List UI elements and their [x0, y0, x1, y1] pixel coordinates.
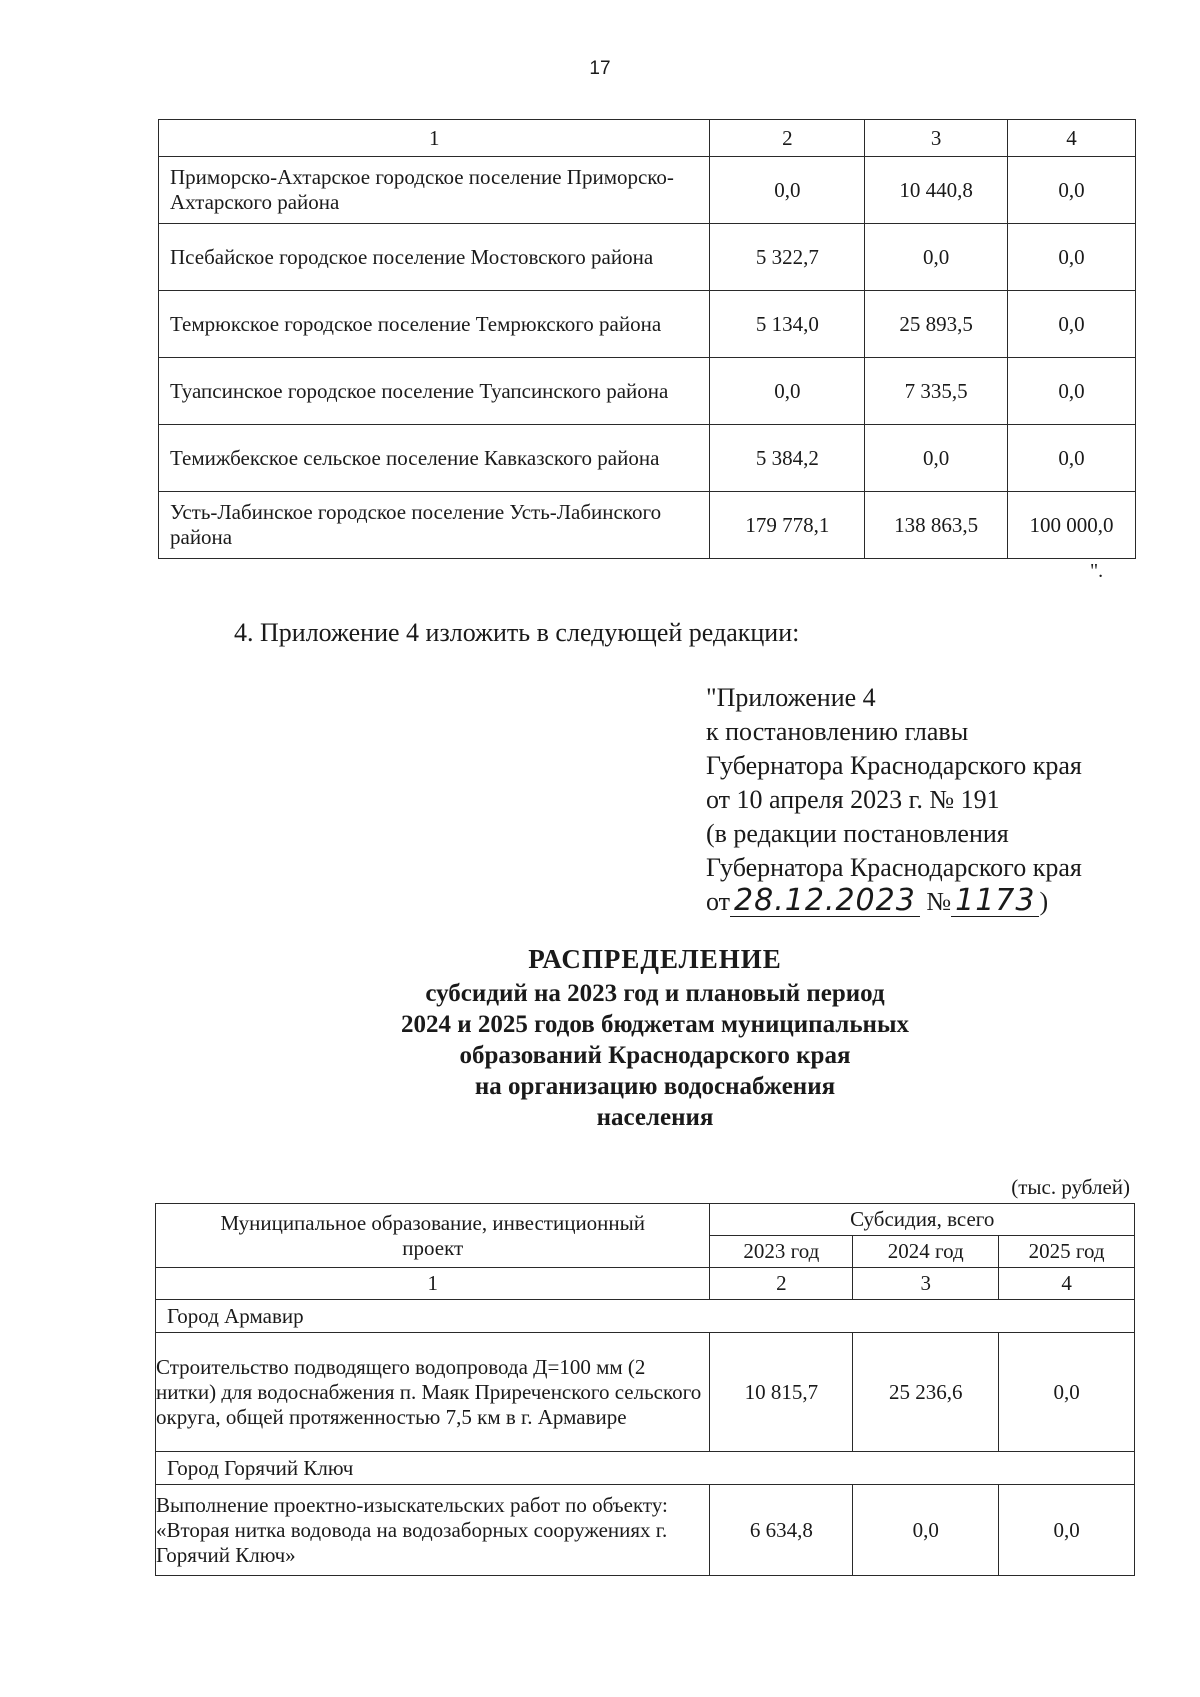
appendix-line: "Приложение 4	[706, 683, 876, 712]
value-2023: 5 322,7	[710, 224, 865, 291]
group-row	[156, 1300, 1135, 1333]
municipality-name: Темижбекское сельское поселение Кавказского района	[159, 425, 710, 492]
municipality-column-header: Муниципальное образование, инвестиционный проект	[156, 1204, 710, 1268]
table-row	[159, 492, 1136, 559]
appendix-line: (в редакции постановления	[706, 819, 1009, 848]
column-number: 1	[156, 1268, 710, 1300]
closing-quote: ".	[1090, 560, 1104, 582]
value-2024: 25 893,5	[865, 291, 1008, 358]
value-2023: 0,0	[710, 358, 865, 425]
title-line: субсидий на 2023 год и плановый период	[425, 980, 885, 1007]
table-row	[159, 425, 1136, 492]
value-2023: 0,0	[710, 157, 865, 224]
municipality-name: Усть-Лабинское городское поселение Усть-Лабинского района	[159, 492, 710, 559]
column-number: 2	[710, 1268, 853, 1300]
handwritten-date: 28.12.2023	[730, 886, 920, 917]
value-2025: 0,0	[1008, 224, 1136, 291]
column-number: 3	[865, 120, 1008, 157]
appendix-line: Губернатора Краснодарского края	[706, 751, 1082, 780]
value-2025: 0,0	[1008, 358, 1136, 425]
column-number: 3	[853, 1268, 999, 1300]
value-2025: 0,0	[999, 1485, 1135, 1576]
municipality-name: Приморско-Ахтарское городское поселение Приморско-Ахтарского района	[159, 157, 710, 224]
table-header-row	[159, 120, 1136, 157]
value-2024: 0,0	[865, 425, 1008, 492]
table-row	[159, 291, 1136, 358]
year-header: 2024 год	[853, 1236, 999, 1268]
column-number: 4	[1008, 120, 1136, 157]
appendix-line: к постановлению главы	[706, 717, 969, 746]
value-2024: 0,0	[853, 1485, 999, 1576]
value-2025: 0,0	[1008, 425, 1136, 492]
page-number: 17	[589, 58, 611, 79]
value-2024: 7 335,5	[865, 358, 1008, 425]
value-2023: 179 778,1	[710, 492, 865, 559]
value-2023: 5 134,0	[710, 291, 865, 358]
appendix-line: от 10 апреля 2023 г. № 191	[706, 785, 1000, 814]
value-2024: 25 236,6	[853, 1333, 999, 1452]
municipality-name: Темрюкское городское поселение Темрюкского района	[159, 291, 710, 358]
appendix-header	[706, 681, 1082, 919]
units-label: (тыс. рублей)	[1011, 1175, 1130, 1199]
column-number: 2	[710, 120, 865, 157]
value-2023: 5 384,2	[710, 425, 865, 492]
municipality-group-name: Город Армавир	[156, 1300, 1135, 1333]
group-row	[156, 1452, 1135, 1485]
project-description: Выполнение проектно-изыскательских работ по объекту: «Вторая нитка водовода на водозаборных сооружениях г. Горячий Ключ»	[156, 1485, 710, 1576]
project-description: Строительство подводящего водопровода Д=100 мм (2 нитки) для водоснабжения п. Маяк Приреченского сельского округа, общей протяженностью 7,5 км в г. Армавире	[156, 1333, 710, 1452]
value-2024: 0,0	[865, 224, 1008, 291]
title-line: 2024 и 2025 годов бюджетам муниципальных	[401, 1011, 909, 1038]
value-2023: 10 815,7	[710, 1333, 853, 1452]
value-2025: 0,0	[1008, 291, 1136, 358]
column-number: 4	[999, 1268, 1135, 1300]
municipality-name: Псебайское городское поселение Мостовского района	[159, 224, 710, 291]
year-header: 2025 год	[999, 1236, 1135, 1268]
column-numbers-row	[156, 1268, 1135, 1300]
column-number: 1	[159, 120, 710, 157]
value-2023: 6 634,8	[710, 1485, 853, 1576]
handwritten-number: 1173	[951, 886, 1039, 917]
title-main: РАСПРЕДЕЛЕНИЕ	[528, 944, 782, 974]
municipality-name: Туапсинское городское поселение Туапсинского района	[159, 358, 710, 425]
appendix-date-line	[706, 885, 1082, 919]
distribution-table	[155, 1203, 1135, 1576]
value-2025: 0,0	[999, 1333, 1135, 1452]
close-paren: )	[1039, 887, 1049, 916]
value-2024: 138 863,5	[865, 492, 1008, 559]
table-header-row	[156, 1204, 1135, 1236]
title-line: населения	[596, 1104, 714, 1131]
value-2025: 100 000,0	[1008, 492, 1136, 559]
municipality-group-name: Город Горячий Ключ	[156, 1452, 1135, 1485]
title-line: на организацию водоснабжения	[474, 1073, 836, 1100]
project-row	[156, 1485, 1135, 1576]
value-2024: 10 440,8	[865, 157, 1008, 224]
year-header: 2023 год	[710, 1236, 853, 1268]
project-row	[156, 1333, 1135, 1452]
subsidy-table-continued	[158, 119, 1136, 559]
section-4-text: 4. Приложение 4 изложить в следующей редакции:	[234, 618, 800, 647]
table-row	[159, 157, 1136, 224]
title-line: образований Краснодарского края	[459, 1042, 851, 1069]
appendix-line: Губернатора Краснодарского края	[706, 853, 1082, 882]
subsidy-total-header: Субсидия, всего	[710, 1204, 1135, 1236]
from-label: от	[706, 887, 731, 916]
table-row	[159, 358, 1136, 425]
number-sign: №	[926, 887, 952, 916]
table-row	[159, 224, 1136, 291]
document-title	[0, 944, 1200, 1133]
value-2025: 0,0	[1008, 157, 1136, 224]
